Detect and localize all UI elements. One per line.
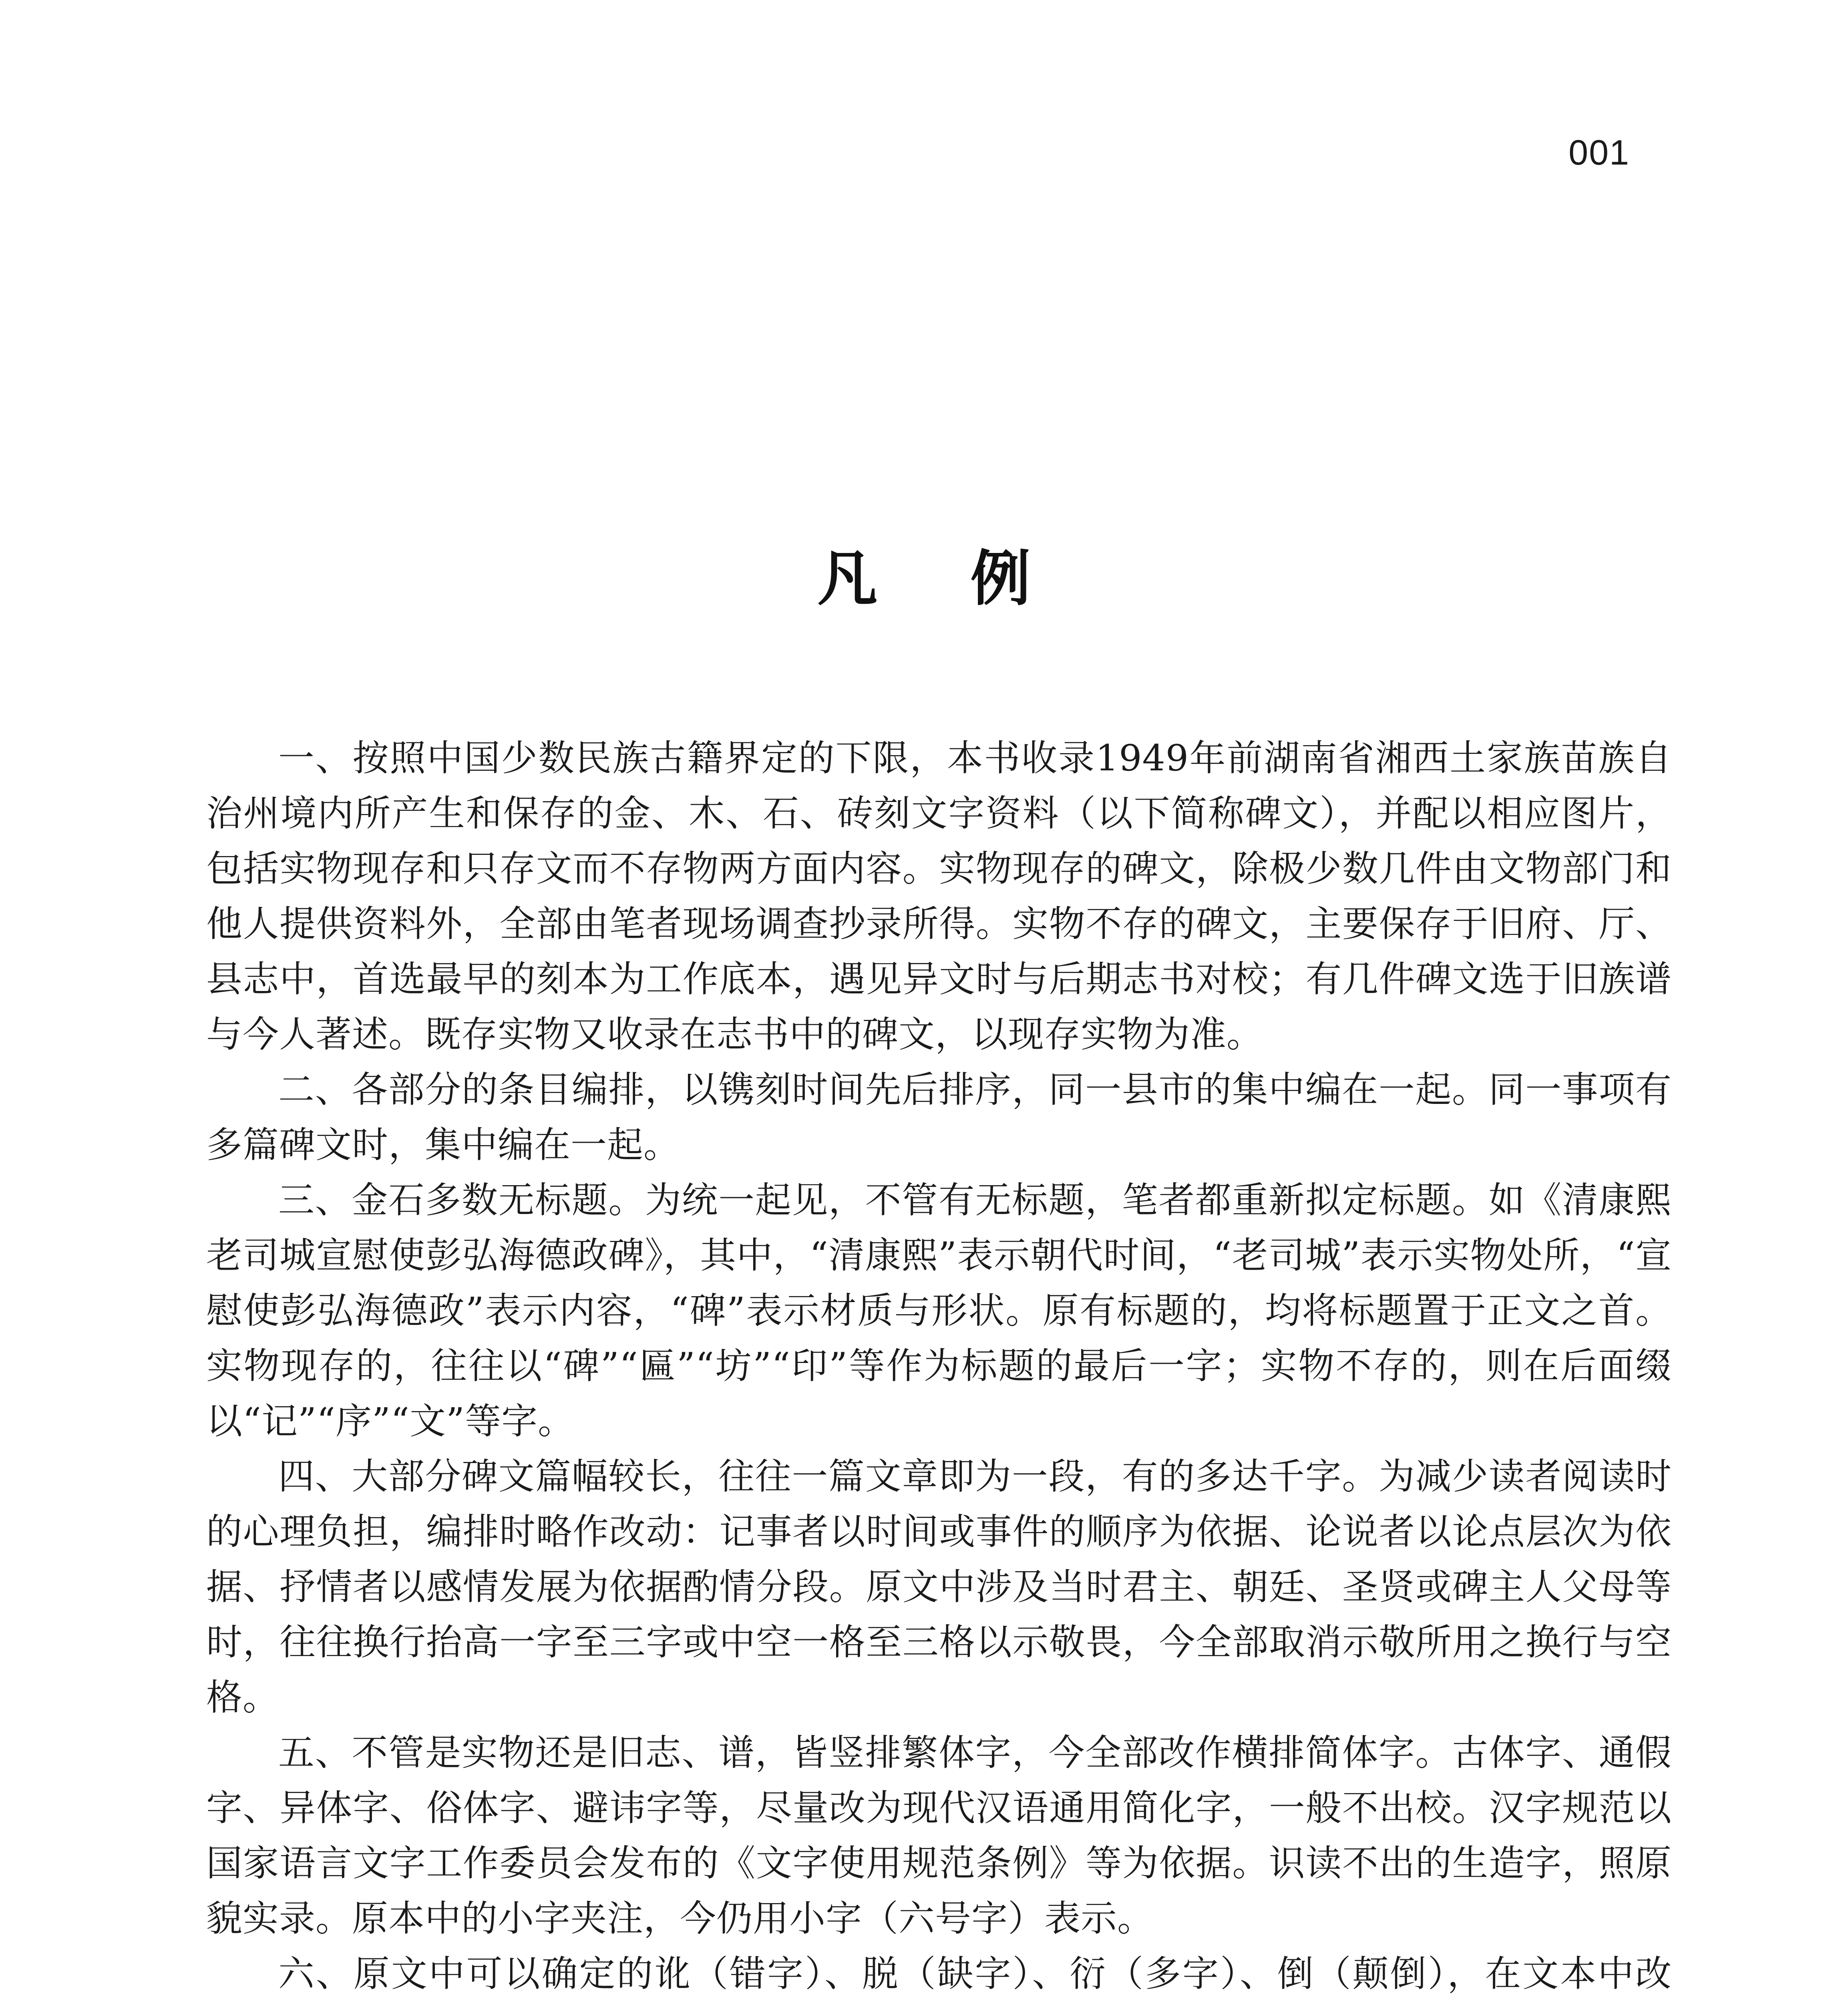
page-number: 001 xyxy=(1568,133,1630,172)
paragraph-2: 二、各部分的条目编排，以镌刻时间先后排序，同一县市的集中编在一起。同一事项有多篇碑文时，集中编在一起。 xyxy=(206,1069,1672,1166)
page-title: 凡 例 xyxy=(817,544,1067,614)
paragraph-3: 三、金石多数无标题。为统一起见，不管有无标题，笔者都重新拟定标题。如《清康熙老司城宣慰使彭弘海德政碑》，其中，“清康熙”表示朝代时间，“老司城”表示实物处所，“宣慰使彭弘海德政”表示内容，“碑”表示材质与形状。原有标题的，均将标题置于正文之首。实物现存的，往往以“碑”“匾”“坊”“印”等作为标题的最后一字；实物不存的，则在后面缀以“记”“序”“文”等字。 xyxy=(206,1179,1672,1442)
paragraph-6: 六、原文中可以确定的讹（错字）、脱（缺字）、衍（多字）、倒（颠倒），在文本中改 xyxy=(278,1953,1672,1995)
paragraph-4: 四、大部分碑文篇幅较长，往往一篇文章即为一段，有的多达千字。为减少读者阅读时的心理负担，编排时略作改动：记事者以时间或事件的顺序为依据、论说者以论点层次为依据、抒情者以感情发展为依据酌情分段。原文中涉及当时君主、朝廷、圣贤或碑主人父母等时，往往换行抬高一字至三字或中空一格至三格以示敬畏，今全部取消示敬所用之换行与空格。 xyxy=(206,1455,1672,1719)
paragraph-5: 五、不管是实物还是旧志、谱，皆竖排繁体字，今全部改作横排简体字。古体字、通假字、异体字、俗体字、避讳字等，尽量改为现代汉语通用简化字，一般不出校。汉字规范以国家语言文字工作委员会发布的《文字使用规范条例》等为依据。识读不出的生造字，照原貌实录。原本中的小字夹注，今仍用小字（六号字）表示。 xyxy=(206,1732,1672,1940)
body-text xyxy=(206,731,1672,2002)
paragraph-1: 一、按照中国少数民族古籍界定的下限，本书收录1949年前湖南省湘西土家族苗族自治州境内所产生和保存的金、木、石、砖刻文字资料（以下简称碑文），并配以相应图片，包括实物现存和只存文而不存物两方面内容。实物现存的碑文，除极少数几件由文物部门和他人提供资料外，全部由笔者现场调查抄录所得。实物不存的碑文，主要保存于旧府、厅、县志中，首选最早的刻本为工作底本，遇见异文时与后期志书对校；有几件碑文选于旧族谱与今人著述。既存实物又收录在志书中的碑文，以现存实物为准。 xyxy=(206,737,1672,1055)
